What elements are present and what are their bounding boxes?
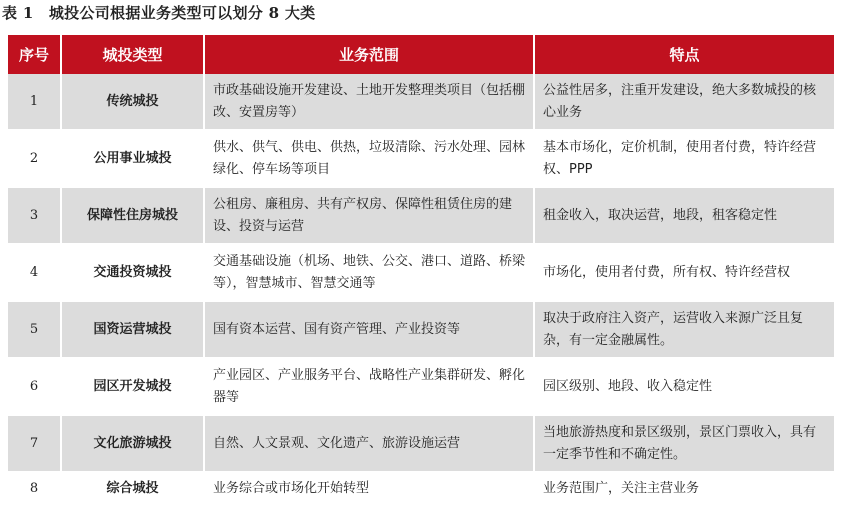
header-type: 城投类型: [62, 35, 205, 74]
row-number: 5: [8, 302, 62, 359]
row-type: 园区开发城投: [62, 359, 205, 416]
row-type: 综合城投: [62, 473, 205, 507]
table-row: [8, 302, 834, 359]
row-scope: 供水、供气、供电、供热，垃圾清除、污水处理、园林绿化、停车场等项目: [205, 131, 535, 188]
row-scope: 公租房、廉租房、共有产权房、保障性租赁住房的建设、投资与运营: [205, 188, 535, 245]
table-row: [8, 416, 834, 473]
city-investment-table: [8, 35, 834, 507]
row-feature: 当地旅游热度和景区级别，景区门票收入，具有一定季节性和不确定性。: [535, 416, 834, 473]
header-feature: 特点: [535, 35, 834, 74]
row-feature: 租金收入，取决运营，地段，租客稳定性: [535, 188, 834, 245]
row-scope: 交通基础设施（机场、地铁、公交、港口、道路、桥梁等），智慧城市、智慧交通等: [205, 245, 535, 302]
table-row: [8, 74, 834, 131]
row-type: 传统城投: [62, 74, 205, 131]
row-number: 2: [8, 131, 62, 188]
table-row: [8, 473, 834, 507]
table-row: [8, 188, 834, 245]
row-scope: 业务综合或市场化开始转型: [205, 473, 535, 507]
row-type: 保障性住房城投: [62, 188, 205, 245]
table-row: [8, 359, 834, 416]
row-scope: 产业园区、产业服务平台、战略性产业集群研发、孵化器等: [205, 359, 535, 416]
row-number: 7: [8, 416, 62, 473]
row-scope: 自然、人文景观、文化遗产、旅游设施运营: [205, 416, 535, 473]
table-header-row: [8, 35, 834, 74]
table-row: [8, 245, 834, 302]
table-row: [8, 131, 834, 188]
row-number: 3: [8, 188, 62, 245]
row-feature: 市场化，使用者付费，所有权、特许经营权: [535, 245, 834, 302]
row-feature: 园区级别、地段、收入稳定性: [535, 359, 834, 416]
row-feature: 基本市场化，定价机制，使用者付费，特许经营权、PPP: [535, 131, 834, 188]
row-feature: 业务范围广，关注主营业务: [535, 473, 834, 507]
row-number: 1: [8, 74, 62, 131]
row-type: 文化旅游城投: [62, 416, 205, 473]
header-no: 序号: [8, 35, 62, 74]
row-type: 国资运营城投: [62, 302, 205, 359]
row-scope: 市政基础设施开发建设、土地开发整理类项目（包括棚改、安置房等）: [205, 74, 535, 131]
row-number: 8: [8, 473, 62, 507]
row-feature: 取决于政府注入资产，运营收入来源广泛且复杂，有一定金融属性。: [535, 302, 834, 359]
header-scope: 业务范围: [205, 35, 535, 74]
row-number: 6: [8, 359, 62, 416]
row-scope: 国有资本运营、国有资产管理、产业投资等: [205, 302, 535, 359]
table-caption: 表 1 城投公司根据业务类型可以划分 8 大类: [2, 4, 316, 22]
row-type: 公用事业城投: [62, 131, 205, 188]
row-type: 交通投资城投: [62, 245, 205, 302]
row-feature: 公益性居多，注重开发建设，绝大多数城投的核心业务: [535, 74, 834, 131]
row-number: 4: [8, 245, 62, 302]
